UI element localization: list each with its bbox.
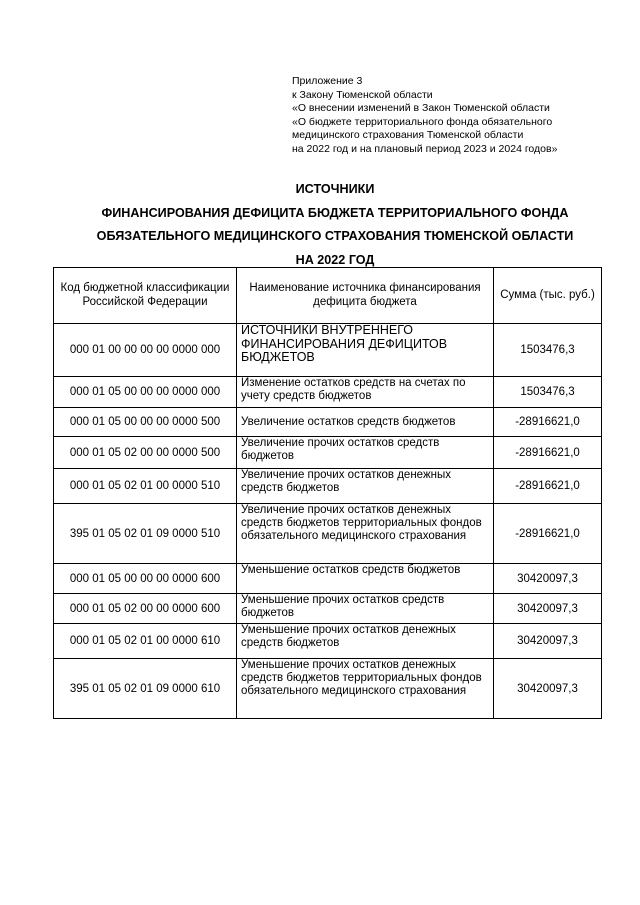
row-name: Увеличение прочих остатков денежных средств бюджетов — [237, 469, 494, 504]
row-name: Изменение остатков средств на счетах по учету средств бюджетов — [237, 377, 494, 408]
title-line: ИСТОЧНИКИ — [295, 182, 375, 196]
appendix-line: «О внесении изменений в Закон Тюменской области — [292, 102, 550, 114]
row-sum: -28916621,0 — [494, 469, 602, 504]
appendix-line: медицинского страхования Тюменской области — [292, 129, 524, 141]
header-name: Наименование источника финансирования дефицита бюджета — [237, 268, 494, 324]
appendix-note — [292, 75, 632, 156]
row-code: 000 01 05 00 00 00 0000 000 — [54, 377, 237, 408]
row-name: Увеличение прочих остатков денежных средств бюджетов территориальных фондов обязательного медицинского страхования — [237, 504, 494, 564]
title-line: ОБЯЗАТЕЛЬНОГО МЕДИЦИНСКОГО СТРАХОВАНИЯ ТЮМЕНСКОЙ ОБЛАСТИ — [96, 229, 574, 243]
row-code: 000 01 05 02 01 00 0000 510 — [54, 469, 237, 504]
row-sum: -28916621,0 — [494, 408, 602, 437]
row-sum: -28916621,0 — [494, 504, 602, 564]
table-header-row — [54, 268, 602, 324]
title-line: НА 2022 ГОД — [295, 252, 375, 267]
appendix-line: к Закону Тюменской области — [292, 88, 433, 101]
row-code: 000 01 05 00 00 00 0000 600 — [54, 564, 237, 594]
row-name: Уменьшение прочих остатков денежных средств бюджетов — [237, 624, 494, 659]
row-code: 395 01 05 02 01 09 0000 510 — [54, 504, 237, 564]
row-name: Увеличение остатков средств бюджетов — [237, 408, 494, 437]
table-row — [54, 624, 602, 659]
deficit-sources-table — [53, 267, 602, 719]
row-name: Уменьшение прочих остатков денежных средств бюджетов территориальных фондов обязательного медицинского страхования — [237, 659, 494, 719]
row-sum: 30420097,3 — [494, 659, 602, 719]
row-code: 000 01 05 02 01 00 0000 610 — [54, 624, 237, 659]
row-code: 395 01 05 02 01 09 0000 610 — [54, 659, 237, 719]
appendix-line: на 2022 год и на плановый период 2023 и 2024 годов» — [292, 142, 558, 155]
row-code: 000 01 05 02 00 00 0000 600 — [54, 594, 237, 624]
row-sum: -28916621,0 — [494, 437, 602, 469]
row-code: 000 01 05 00 00 00 0000 500 — [54, 408, 237, 437]
table-row — [54, 408, 602, 437]
table-row — [54, 324, 602, 377]
row-sum: 30420097,3 — [494, 594, 602, 624]
row-sum: 30420097,3 — [494, 564, 602, 594]
row-sum: 1503476,3 — [494, 377, 602, 408]
document-title — [40, 178, 630, 272]
header-code: Код бюджетной классификации Российской Федерации — [54, 268, 237, 324]
table-row — [54, 504, 602, 564]
row-code: 000 01 00 00 00 00 0000 000 — [54, 324, 237, 377]
row-sum: 30420097,3 — [494, 624, 602, 659]
table-row — [54, 564, 602, 594]
header-sum: Сумма (тыс. руб.) — [494, 268, 602, 324]
table-row — [54, 377, 602, 408]
row-name: Уменьшение прочих остатков средств бюджетов — [237, 594, 494, 624]
table-row — [54, 437, 602, 469]
title-line: ФИНАНСИРОВАНИЯ ДЕФИЦИТА БЮДЖЕТА ТЕРРИТОРИАЛЬНОГО ФОНДА — [101, 205, 569, 220]
table-row — [54, 659, 602, 719]
table-row — [54, 469, 602, 504]
appendix-line: Приложение 3 — [292, 75, 363, 87]
row-sum: 1503476,3 — [494, 324, 602, 377]
row-code: 000 01 05 02 00 00 0000 500 — [54, 437, 237, 469]
table-row — [54, 594, 602, 624]
row-name: ИСТОЧНИКИ ВНУТРЕННЕГО ФИНАНСИРОВАНИЯ ДЕФИЦИТОВ БЮДЖЕТОВ — [237, 324, 494, 377]
row-name: Увеличение прочих остатков средств бюджетов — [237, 437, 494, 469]
appendix-line: «О бюджете территориального фонда обязательного — [292, 115, 553, 128]
row-name: Уменьшение остатков средств бюджетов — [237, 564, 494, 594]
